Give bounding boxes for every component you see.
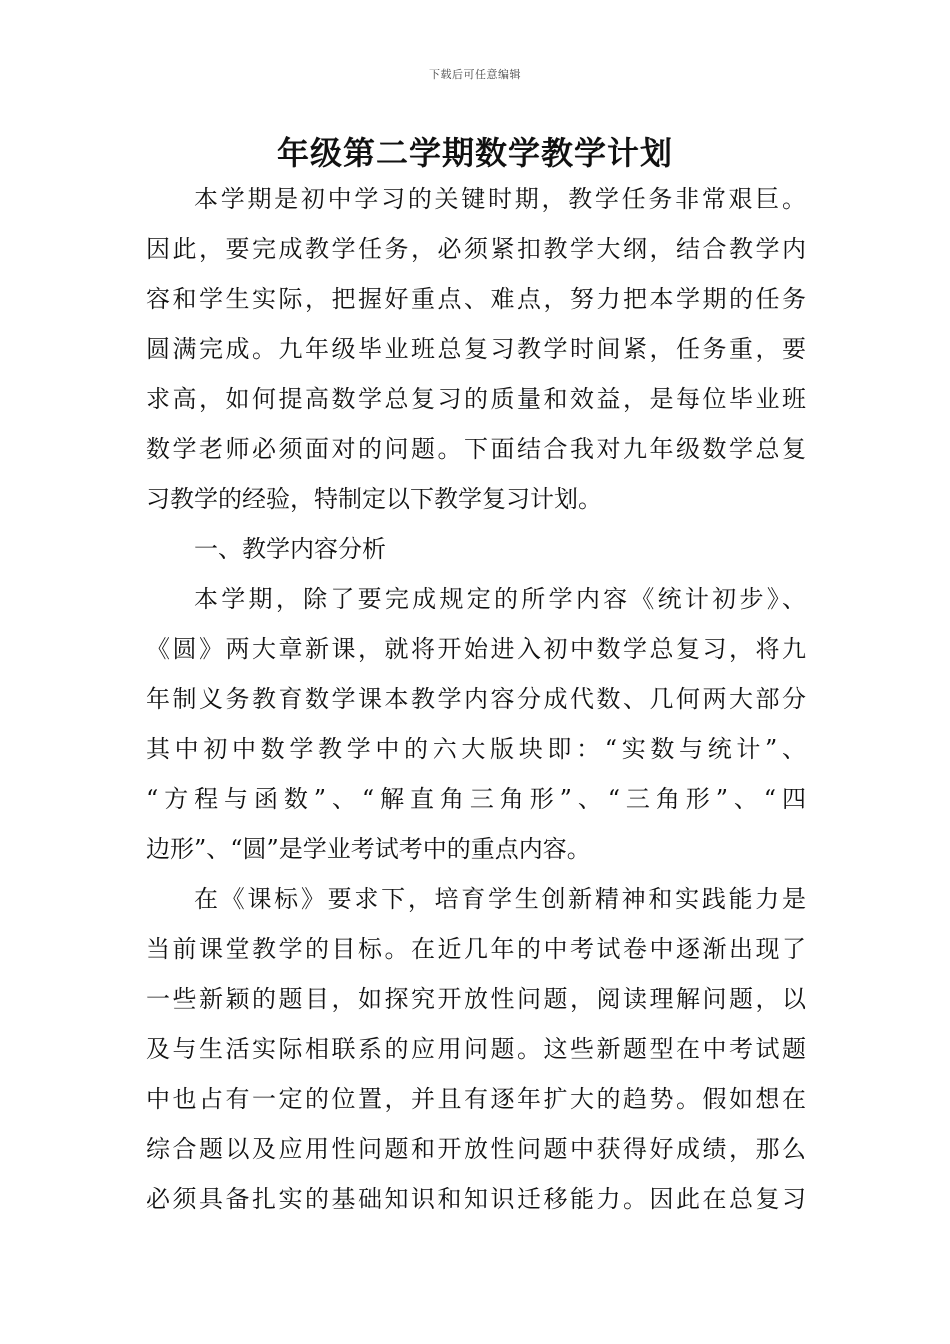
paragraph-1-line-3: 容和学生实际，把握好重点、难点，努力把本学期的任务 — [146, 285, 806, 313]
paragraph-3-line-4: 及与生活实际相联系的应用问题。这些新题型在中考试题 — [146, 1035, 806, 1063]
paragraph-1-line-2: 因此，要完成教学任务，必须紧扣教学大纲，结合教学内 — [146, 235, 806, 263]
paragraph-2-line-6: 边形”、“圆”是学业考试考中的重点内容。 — [146, 835, 591, 863]
header-note: 下载后可任意编辑 — [429, 68, 521, 81]
paragraph-3-line-3: 一些新颖的题目，如探究开放性问题，阅读理解问题，以 — [146, 985, 806, 1013]
paragraph-1-line-4: 圆满完成。九年级毕业班总复习教学时间紧，任务重，要 — [146, 335, 806, 363]
paragraph-3-line-1: 在《课标》要求下，培育学生创新精神和实践能力是 — [194, 885, 806, 913]
paragraph-2-line-1: 本学期，除了要完成规定的所学内容《统计初步》、 — [194, 585, 806, 613]
paragraph-3-line-2: 当前课堂教学的目标。在近几年的中考试卷中逐渐出现了 — [146, 935, 806, 963]
paragraph-3-line-7: 必须具备扎实的基础知识和知识迁移能力。因此在总复习 — [146, 1185, 806, 1213]
paragraph-1-line-7: 习教学的经验，特制定以下教学复习计划。 — [146, 485, 602, 513]
document-title: 年级第二学期数学教学计划 — [276, 134, 673, 172]
paragraph-1-line-5: 求高，如何提高数学总复习的质量和效益，是每位毕业班 — [146, 385, 806, 413]
paragraph-1-line-6: 数学老师必须面对的问题。下面结合我对九年级数学总复 — [146, 435, 806, 463]
paragraph-2-line-3: 年制义务教育数学课本教学内容分成代数、几何两大部分 — [146, 685, 806, 713]
paragraph-3-line-6: 综合题以及应用性问题和开放性问题中获得好成绩，那么 — [146, 1135, 806, 1163]
paragraph-1-line-1: 本学期是初中学习的关键时期，教学任务非常艰巨。 — [194, 185, 806, 213]
paragraph-2-line-2: 《圆》两大章新课，就将开始进入初中数学总复习，将九 — [146, 635, 806, 663]
section-heading: 一、教学内容分析 — [194, 535, 386, 563]
paragraph-3-line-5: 中也占有一定的位置，并且有逐年扩大的趋势。假如想在 — [146, 1085, 806, 1113]
paragraph-2-line-4: 其中初中数学教学中的六大版块即：“实数与统计”、 — [146, 735, 806, 763]
paragraph-2-line-5: “方程与函数”、“解直角三角形”、“三角形”、“四 — [146, 785, 806, 813]
